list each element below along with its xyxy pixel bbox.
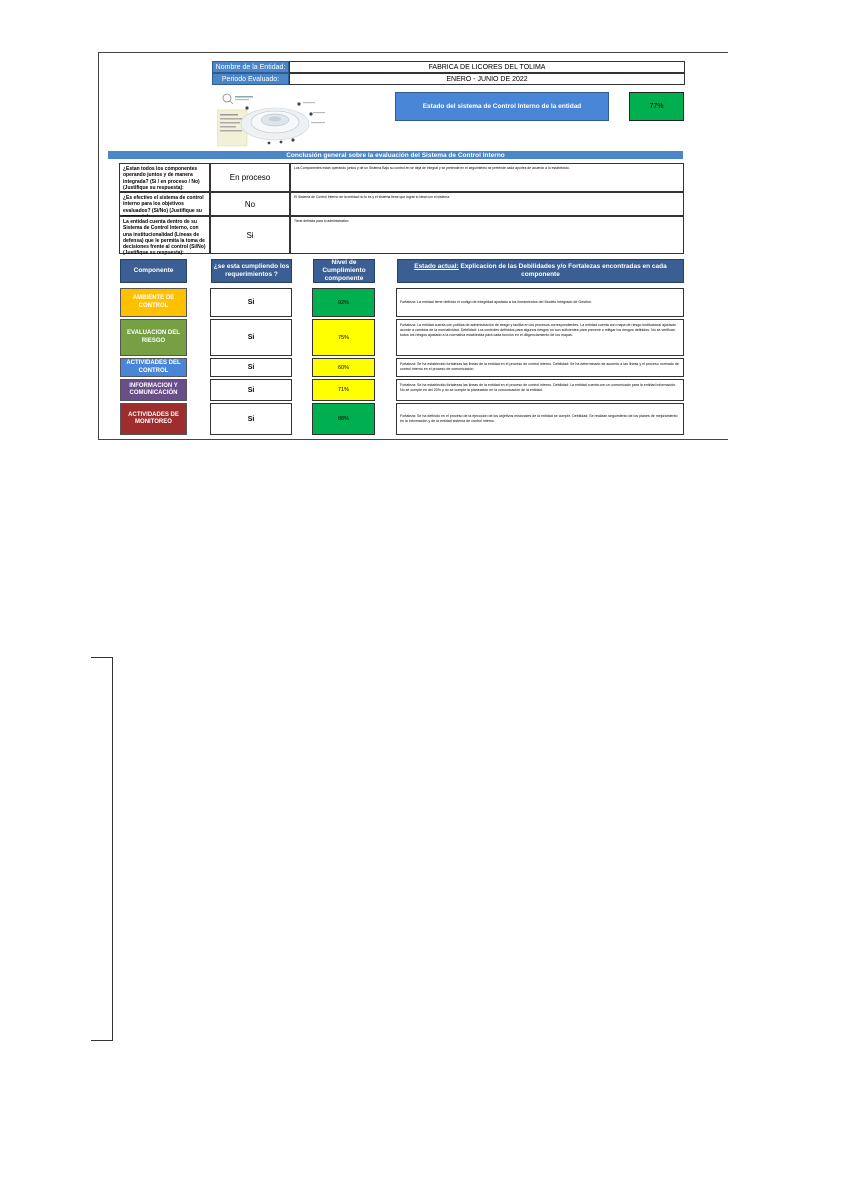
level-actividades-de-monitoreo: 88%: [312, 403, 375, 435]
explanation-informacion-y-comunicacion: Fortaleza: Se ha establecido fortalezas las lineas de la entidad en el proceso de control interno. Debilidad: La entidad cuenta con un comunicado para la entidad información. No se cumple en del 20% y no se cumple la planeación en la comunicación de la entidad.: [396, 379, 684, 401]
explanation-actividades-de-monitoreo: Fortaleza: Se ha definido en el proceso de la ejecución de los objetivos misionales de la entidad se cumple. Debilidad: Se realizan seguimiento de los planes de mejoramiento en la información y de la entidad sistema de control interno.: [396, 403, 684, 435]
frame-left-line: [98, 52, 99, 440]
explanation-evaluacion-del-riesgo: Fortaleza: La entidad cuenta con politica de administración de riesgo y facilita en los procesos correspondientes. La entidad cuenta con mapa de riesgo institucional ajustado acorde a cambios de la normatividad. Debilidad: Los controles definidos para algunos riesgos no son suficientes para prevenir o mitigar los riesgos definidos. No se verifican todos los riesgos ajustado a la normativa establecida para cada función en el diligenciamiento de los mapas.: [396, 319, 684, 356]
control-status-label: Estado del sistema de Control Interno de la entidad: [395, 92, 609, 121]
meci-diagram-image: [217, 92, 329, 150]
answer-effectiveness: No: [210, 192, 290, 216]
question-institutionality: La entidad cuenta dentro de su Sistema de Control Interno, con una institucionalidad (Líneas de defensa) que le permita la toma de decisiones frente al control (Si/No) (Justifique su respuesta):: [119, 216, 210, 254]
component-evaluacion-del-riesgo: EVALUACION DEL RIESGO: [120, 319, 187, 356]
header-meeting-requirements: ¿se esta cumpliendo los requerimientos ?: [211, 259, 292, 283]
period-value: ENERO - JUNIO DE 2022: [289, 73, 685, 85]
justification-integration: Los Componentes están operando juntos y de un Sistema Bajo su control en se deja de integral y se pretende en el seguimiento se pretende cada aportes de acuerdo a lo establecido.: [290, 163, 684, 192]
level-informacion-y-comunicacion: 71%: [312, 379, 375, 401]
answer-integration: En proceso: [210, 163, 290, 192]
header-current-state: [397, 259, 684, 283]
level-evaluacion-del-riesgo: 75%: [312, 319, 375, 356]
frame-bottom-line: [98, 439, 728, 440]
component-actividades-del-control: ACTIVIDADES DEL CONTROL: [120, 358, 187, 377]
control-status-percentage: 77%: [629, 92, 684, 121]
bracket-vertical-line: [112, 657, 113, 1040]
header-current-state-prefix: Estado actual:: [414, 263, 459, 271]
bracket-top-line: [91, 657, 113, 658]
period-label: Periodo Evaluado:: [212, 73, 289, 85]
conclusion-banner: Conclusión general sobre la evaluación del Sistema de Control Interno: [108, 151, 683, 159]
header-component: Componente: [120, 259, 187, 283]
level-ambiente-de-control: 92%: [312, 288, 375, 317]
level-actividades-del-control: 60%: [312, 358, 375, 377]
answer-institutionality: Si: [210, 216, 290, 254]
header-compliance-level: Nivel de Cumplimiento componente: [313, 259, 375, 283]
component-informacion-y-comunicacion: INFORMACION Y COMUNICACIÓN: [120, 379, 187, 401]
justification-institutionality: Tiene definida para lo administrativo.: [290, 216, 684, 254]
entity-label: Nombre de la Entidad:: [212, 61, 289, 73]
meeting-actividades-del-control: Si: [210, 358, 292, 377]
meeting-evaluacion-del-riesgo: Si: [210, 319, 292, 356]
explanation-ambiente-de-control: Fortaleza: La entidad tiene definido el codigo de integridad ajustado a los lineamientos del Modelo Integrado de Gestión.: [396, 288, 684, 317]
component-actividades-de-monitoreo: ACTIVIDADES DE MONITOREO: [120, 403, 187, 435]
justification-effectiveness: El Sistema de Control Interno de la entidad no lo es y el sistema tiene que lograr lo ideal con el sistema.: [290, 192, 684, 216]
explanation-actividades-del-control: Fortaleza: Se ha establecido fortalezas las lineas de la entidad en el proceso de control interno. Debilidad: Se ha determinado de acuerdo a las lineas y el proceso normado de control interno en el proceso de comunicación.: [396, 358, 684, 377]
entity-value: FABRICA DE LICORES DEL TOLIMA: [289, 61, 685, 73]
meeting-actividades-de-monitoreo: Si: [210, 403, 292, 435]
header-current-state-text: Explicacion de las Debilidades y/o Fortalezas encontradas en cada componente: [458, 263, 667, 278]
meeting-informacion-y-comunicacion: Si: [210, 379, 292, 401]
question-effectiveness: ¿Es efectivo el sistema de control interno para los objetivos evaluados? (Si/No) (Justifique su: [119, 192, 210, 216]
frame-top-line: [98, 52, 728, 53]
question-integration: ¿Estan todos los componentes operando juntos y de manera integrada? (Si / en proceso / No) (Justifique su respuesta):: [119, 163, 210, 192]
bracket-bottom-line: [91, 1040, 113, 1041]
meeting-ambiente-de-control: Si: [210, 288, 292, 317]
component-ambiente-de-control: AMBIENTE DE CONTROL: [120, 288, 187, 317]
